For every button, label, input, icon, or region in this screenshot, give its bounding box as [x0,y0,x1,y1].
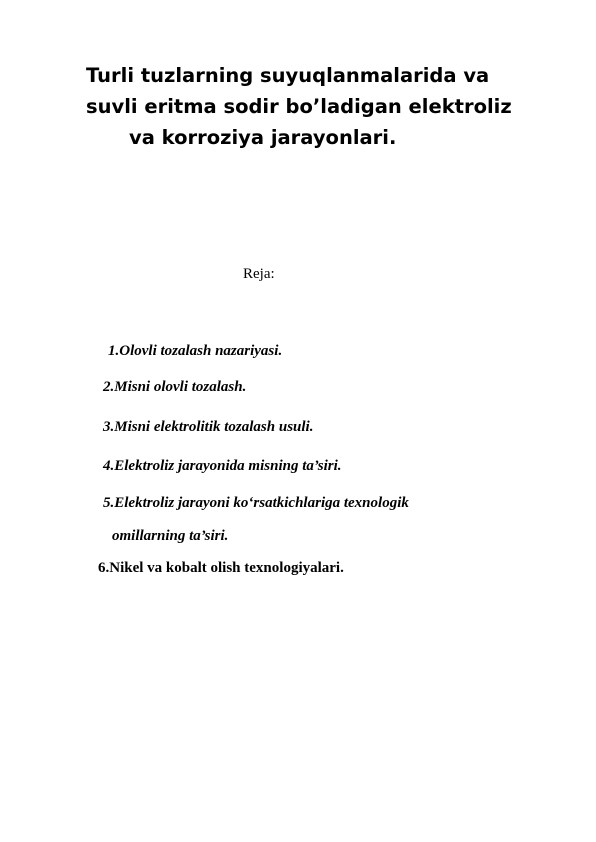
plan-item-2: 2.Misni olovli tozalash. [103,379,247,395]
plan-heading: Reja: [243,266,275,282]
plan-item-5: 5.Elektroliz jarayoni ko‘rsatkichlariga texnologik [103,495,409,511]
title-line-2: suvli eritma sodir bo’ladigan elektroliz [86,95,512,118]
document-title [86,60,556,153]
plan-item-6: 6.Nikel va kobalt olish texnologiyalari. [98,560,344,576]
plan-item-5-continuation: omillarning ta’siri. [112,528,229,544]
title-line-3: va korroziya jarayonlari. [129,126,397,149]
title-line-1: Turli tuzlarning suyuqlanmalarida va [86,64,490,87]
plan-item-4: 4.Elektroliz jarayonida misning ta’siri. [103,458,342,474]
plan-item-1: 1.Olovli tozalash nazariyasi. [108,343,283,359]
plan-item-3: 3.Misni elektrolitik tozalash usuli. [103,419,314,435]
